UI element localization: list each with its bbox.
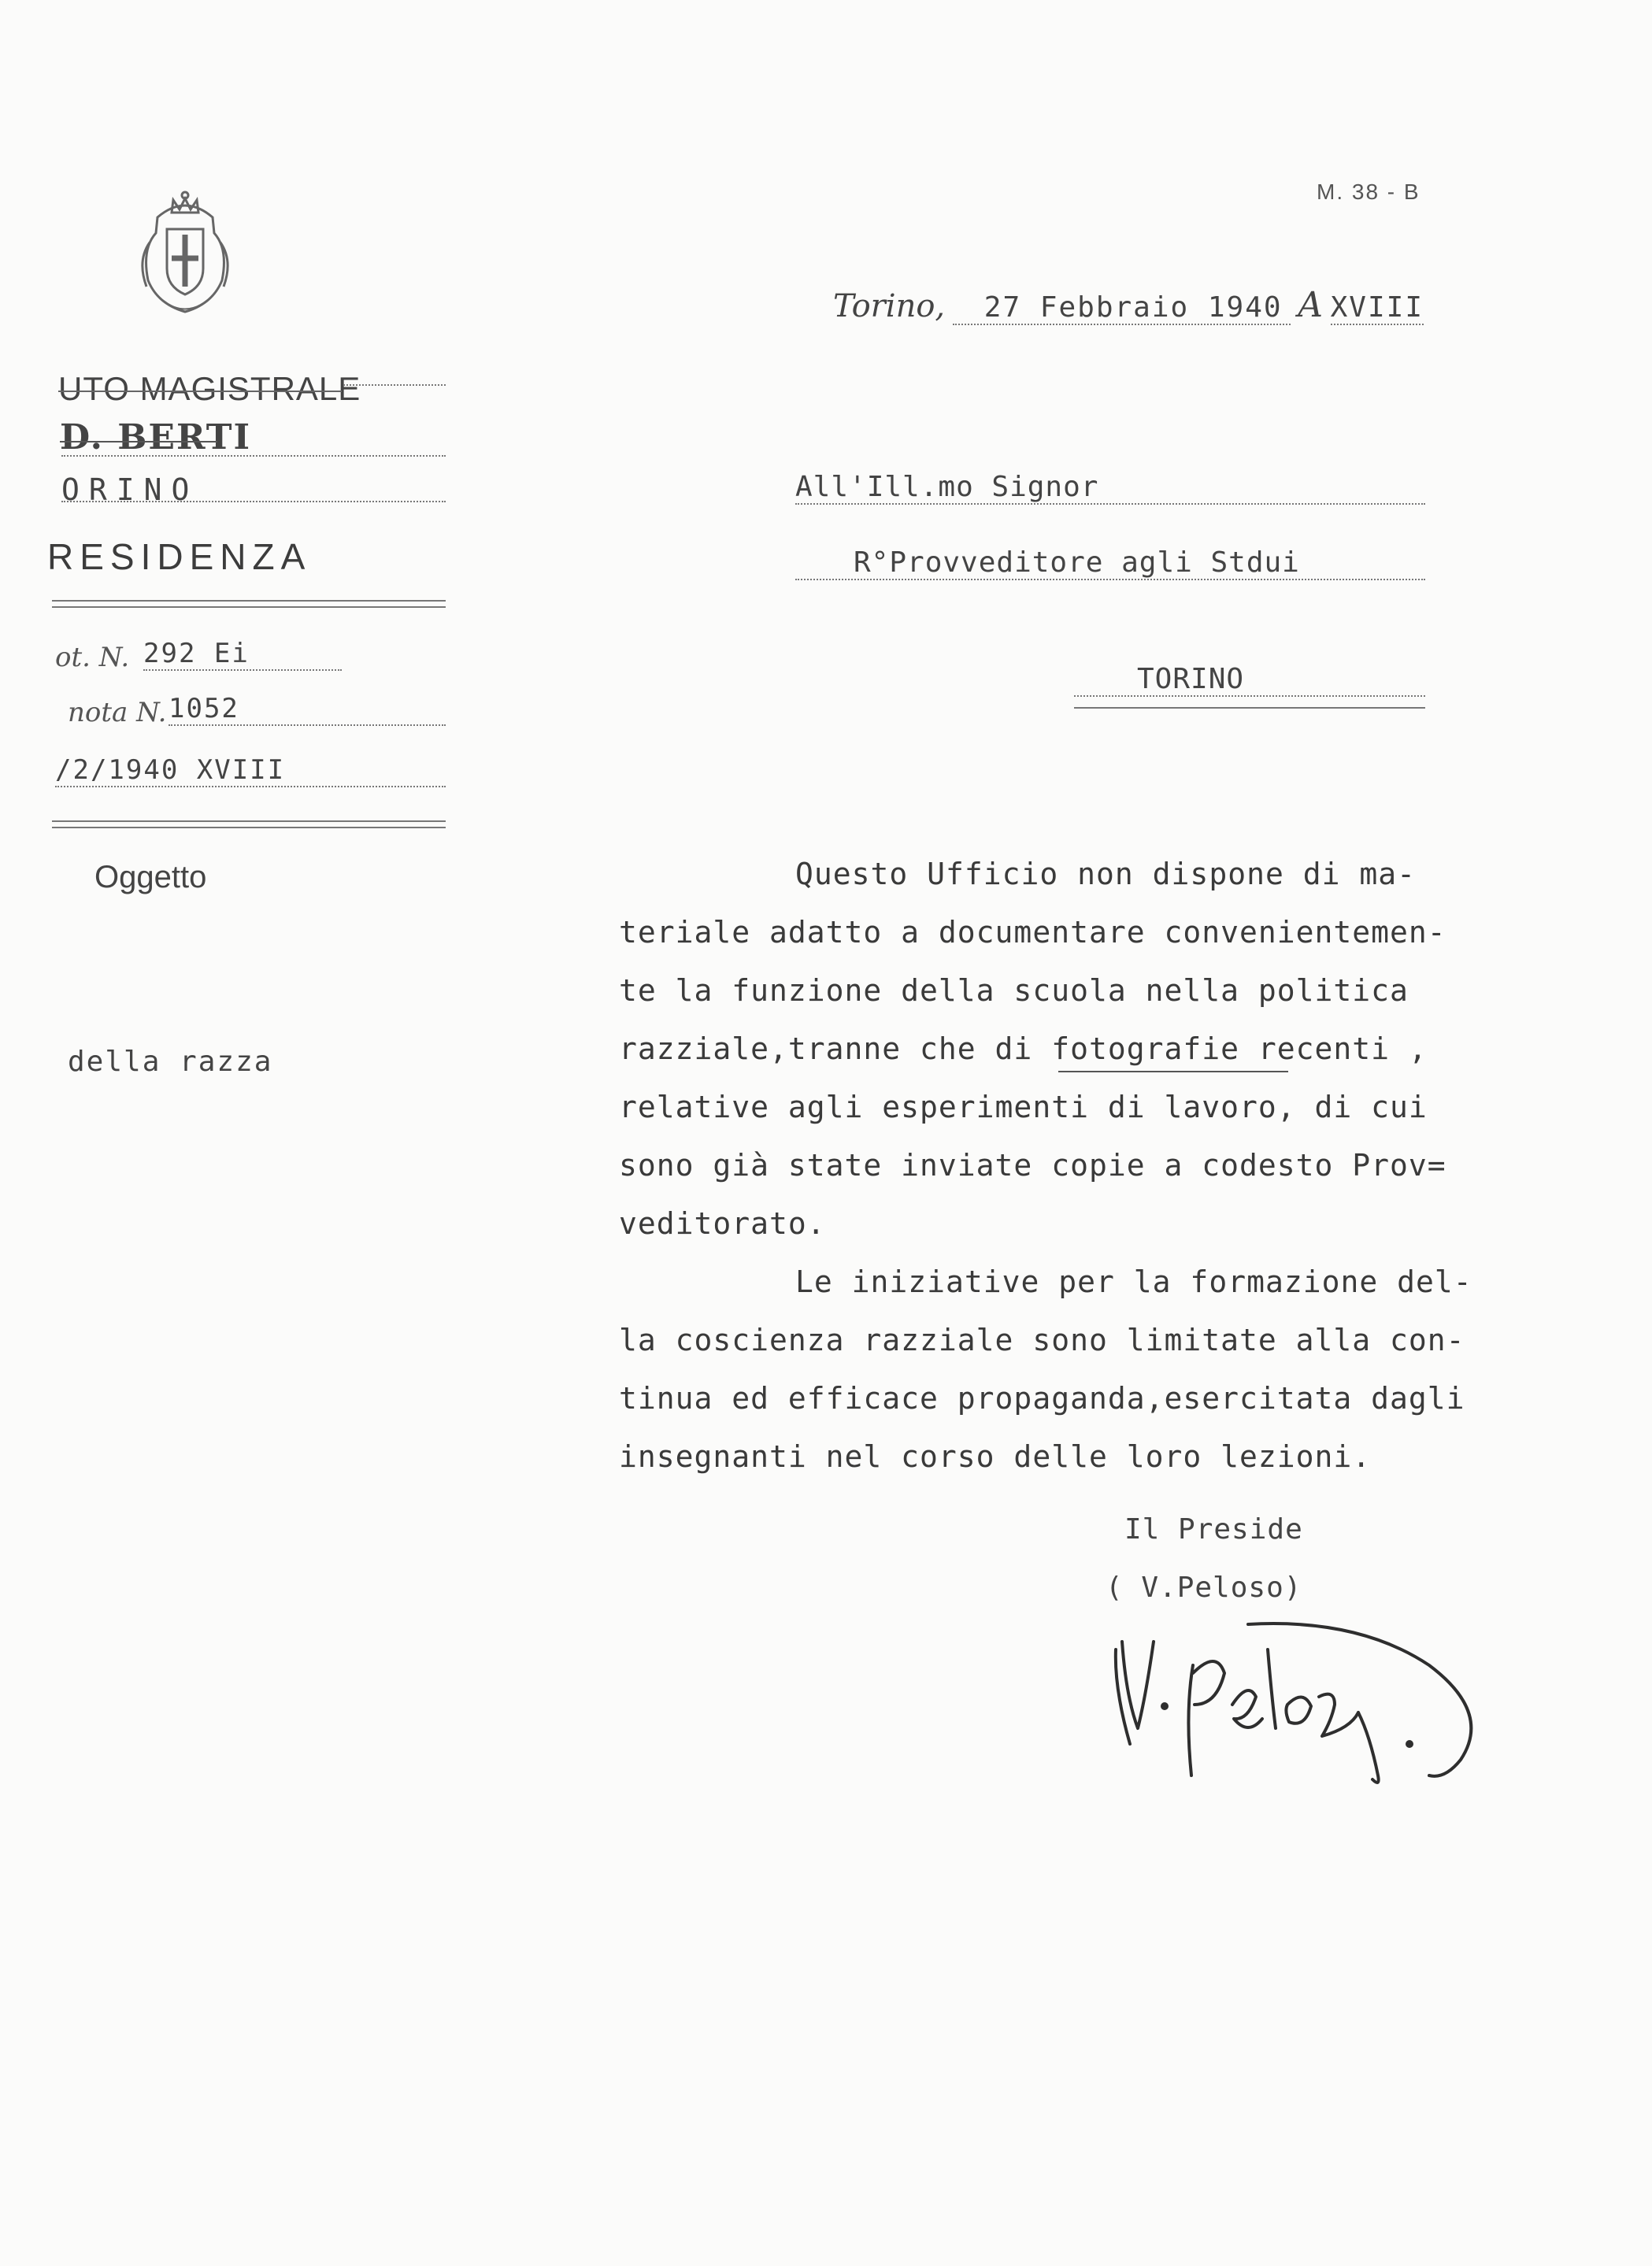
body-line-3: te la funzione della scuola nella politica bbox=[619, 973, 1409, 1008]
oggetto-label: Oggetto bbox=[94, 860, 207, 894]
nota-label: nota N. bbox=[68, 697, 167, 728]
era-year: XVIII bbox=[1330, 291, 1424, 324]
body-line-5: relative agli esperimenti di lavoro, di cui bbox=[619, 1090, 1428, 1124]
protocol-number: 292 Ei bbox=[143, 638, 342, 671]
coat-of-arms-icon bbox=[126, 186, 244, 320]
nota-number: 1052 bbox=[169, 693, 446, 726]
place: Torino, bbox=[833, 288, 946, 324]
letter-date: 27 Febbraio 1940 bbox=[953, 291, 1291, 325]
body-line-10: tinua ed efficace propaganda,esercitata dagli bbox=[619, 1381, 1465, 1416]
body-line-4: razziale,tranne che di fotografie recenti , bbox=[619, 1031, 1428, 1066]
subject-text: della razza bbox=[68, 1046, 273, 1078]
letterhead-office: RESIDENZA bbox=[47, 536, 312, 577]
body-line-9: la coscienza razziale sono limitate alla con- bbox=[619, 1323, 1465, 1357]
letterhead-institute: UTO MAGISTRALE bbox=[58, 370, 361, 407]
place-date bbox=[833, 285, 1424, 325]
body-line-2: teriale adatto a documentare convenientemen- bbox=[619, 915, 1446, 950]
body-line-8: Le iniziative per la formazione del- bbox=[795, 1264, 1472, 1299]
body-line-7: veditorato. bbox=[619, 1206, 826, 1241]
recipient-salutation: All'Ill.mo Signor bbox=[795, 471, 1425, 505]
body-line-6: sono già state inviate copie a codesto Prov= bbox=[619, 1148, 1446, 1183]
body-line-1: Questo Ufficio non dispone di ma- bbox=[795, 857, 1416, 891]
handwritten-signature bbox=[1098, 1618, 1508, 1807]
closing-name: ( V.Peloso) bbox=[1106, 1572, 1302, 1604]
recipient-city: TORINO bbox=[1074, 663, 1425, 697]
recipient-title: R°Provveditore agli Stdui bbox=[795, 546, 1425, 580]
reference-date: /2/1940 XVIII bbox=[55, 754, 446, 787]
letterhead-name: D. BERTI bbox=[60, 417, 252, 457]
era-mark: A bbox=[1298, 285, 1323, 325]
protocol-label: ot. N. bbox=[55, 642, 130, 673]
form-code: M. 38 - B bbox=[1317, 180, 1420, 204]
letterhead-city: ORINO bbox=[61, 472, 199, 507]
body-line-11: insegnanti nel corso delle loro lezioni. bbox=[619, 1439, 1372, 1474]
closing-title: Il Preside bbox=[1124, 1513, 1303, 1546]
